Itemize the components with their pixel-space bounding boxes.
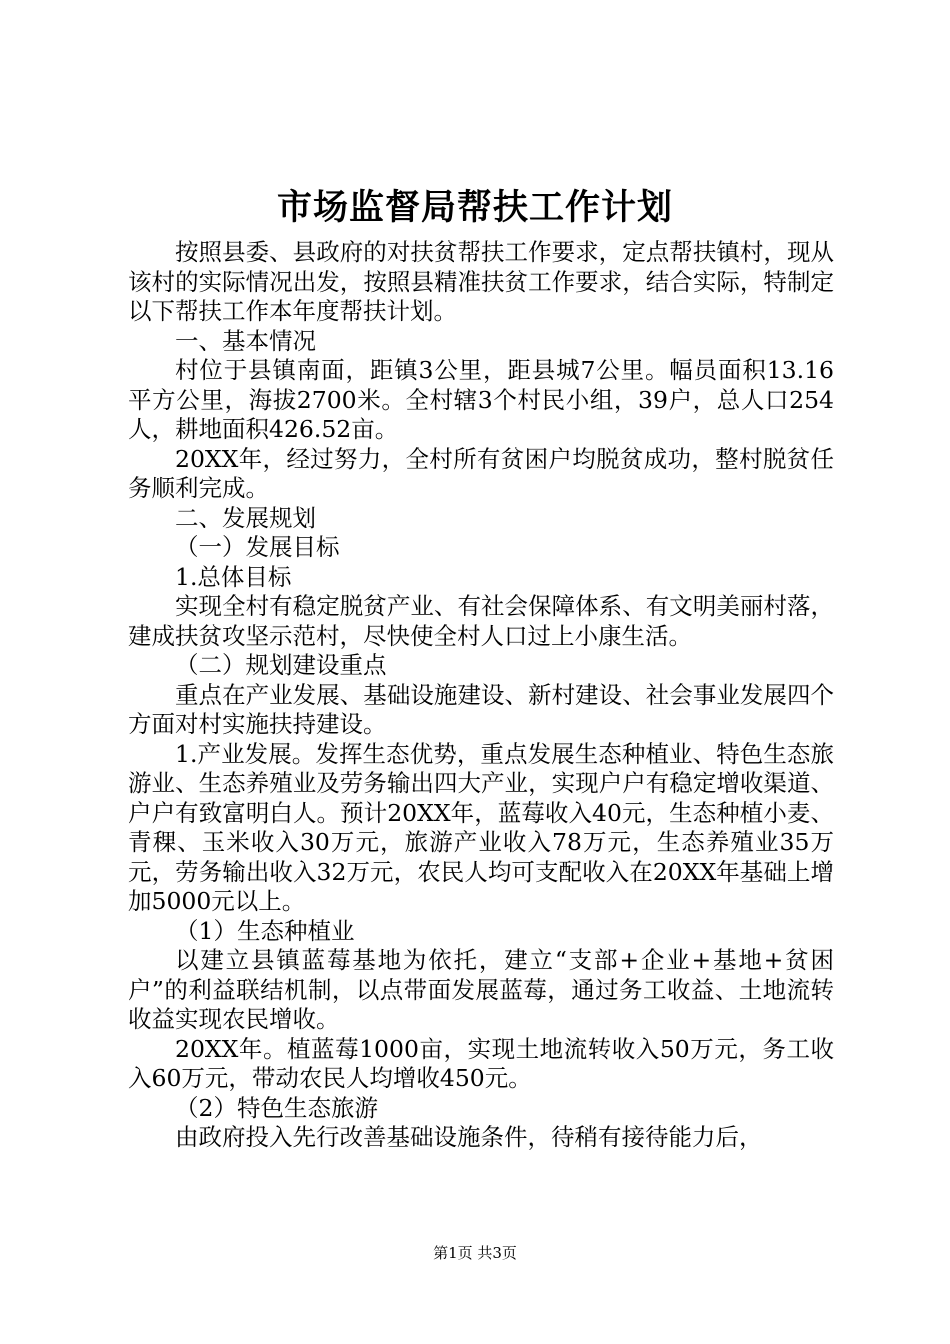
document-body bbox=[128, 238, 834, 1153]
document-title: 市场监督局帮扶工作计划 bbox=[276, 187, 673, 228]
paragraph: 实现全村有稳定脱贫产业、有社会保障体系、有文明美丽村落，建成扶贫攻坚示范村，尽快使全村人口过上小康生活。 bbox=[128, 592, 834, 650]
subsection-heading: （1）生态种植业 bbox=[175, 916, 355, 945]
subsection-heading: （2）特色生态旅游 bbox=[175, 1093, 378, 1122]
subsection-heading: （二）规划建设重点 bbox=[175, 651, 387, 679]
paragraph: 由政府投入先行改善基础设施条件，待稍有接待能力后， bbox=[175, 1123, 763, 1151]
paragraph: 1.产业发展。发挥生态优势，重点发展生态种植业、特色生态旅游业、生态养殖业及劳务输出四大产业，实现户户有稳定增收渠道、户户有致富明白人。预计20XX年，蓝莓收入40元，生态种植小麦、青稞、玉米收入30万元，旅游产业收入78万元，生态养殖业35万元，劳务输出收入32万元，农民人均可支配收入在20XX年基础上增加5000元以上。 bbox=[128, 739, 834, 915]
paragraph: 村位于县镇南面，距镇3公里，距县城7公里。幅员面积13.16平方公里，海拔2700米。全村辖3个村民小组，39户，总人口254人，耕地面积426.52亩。 bbox=[128, 356, 834, 443]
paragraph: 重点在产业发展、基础设施建设、新村建设、社会事业发展四个方面对村实施扶持建设。 bbox=[128, 680, 834, 738]
page-footer: 第1页 共3页 bbox=[433, 1244, 517, 1262]
paragraph: 20XX年，经过努力，全村所有贫困户均脱贫成功，整村脱贫任务顺利完成。 bbox=[128, 444, 834, 502]
paragraph: 以建立县镇蓝莓基地为依托，建立“支部+企业+基地+贫困户”的利益联结机制，以点带面发展蓝莓，通过务工收益、土地流转收益实现农民增收。 bbox=[128, 946, 834, 1033]
subsection-heading: （一）发展目标 bbox=[175, 533, 340, 561]
subsection-heading: 1.总体目标 bbox=[175, 562, 292, 591]
paragraph: 按照县委、县政府的对扶贫帮扶工作要求，定点帮扶镇村，现从该村的实际情况出发，按照县精准扶贫工作要求，结合实际，特制定以下帮扶工作本年度帮扶计划。 bbox=[128, 238, 834, 325]
section-heading: 一、基本情况 bbox=[175, 326, 316, 355]
section-heading: 二、发展规划 bbox=[175, 503, 316, 532]
paragraph: 20XX年。植蓝莓1000亩，实现土地流转收入50万元，务工收入60万元，带动农民人均增收450元。 bbox=[128, 1034, 834, 1092]
